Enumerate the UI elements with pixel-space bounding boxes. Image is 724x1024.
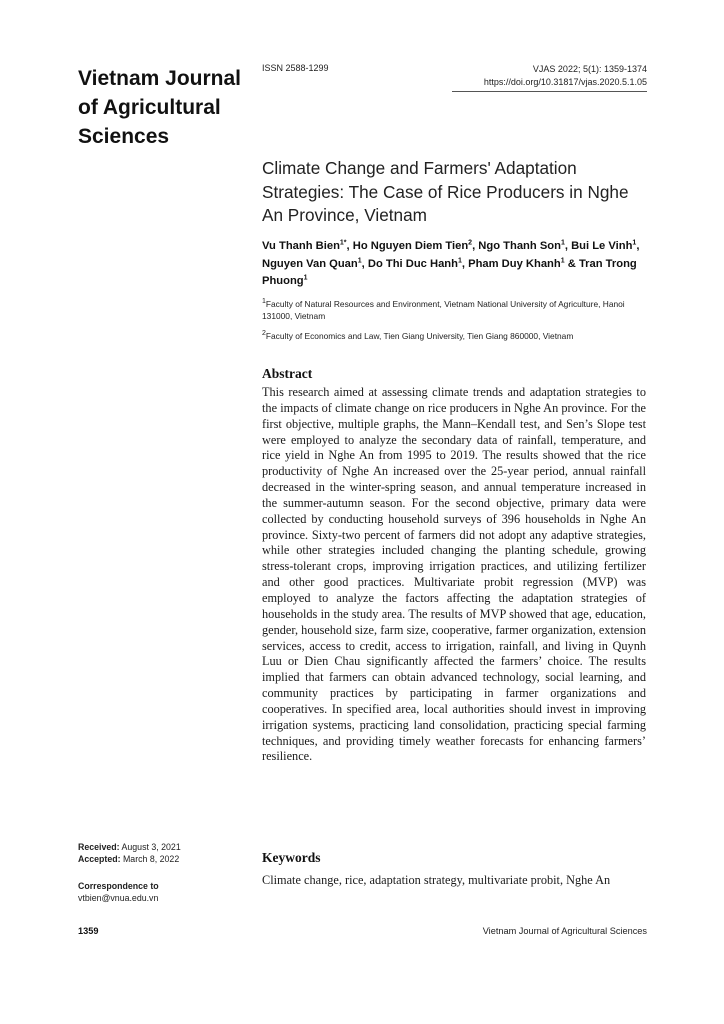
author-sup: 1 (632, 239, 637, 247)
author-sup: 1* (339, 239, 347, 247)
author-name: Tran Trong Phuong (262, 257, 637, 288)
affiliation (262, 330, 652, 342)
author-sup: 1 (303, 274, 308, 282)
author-list: Vu Thanh Bien$^{1*}$, Ho Nguyen Diem Tien$^2$, Ngo Thanh Son$^1$, Bui Le Vinh$^1$, Nguyen Van Quan$^1$, Do Thi Duc Hanh$^1$, Pham Duy Khanh$^1$ & Tran Trong Phuong$^1$ (262, 239, 640, 288)
author-name: Ngo Thanh Son (478, 240, 561, 252)
header-divider (452, 91, 647, 92)
affiliation-sup: 2 (262, 330, 266, 338)
affiliation-text: Faculty of Economics and Law, Tien Giang University, Tien Giang 860000, Vietnam (265, 331, 574, 341)
accepted-label: Accepted: (78, 854, 121, 864)
page-number: 1359 (78, 926, 99, 936)
correspondence-email[interactable]: vtbien@vnua.edu.vn (78, 893, 159, 903)
author-sup: 1 (560, 256, 565, 264)
abstract-text: This research aimed at assessing climate trends and adaptation strategies to the impacts of climate change on rice producers in Nghe An province. For the first objective, multiple graphs, the Mann–Kendall test, and Sen’s Slope test were employed to analyze the secondary data of rainfall, temperature, and rice yield in Nghe An from 1995 to 2019. The results showed that the rice productivity of Nghe An increased over the 25-year period, annual rainfall decreased in the winter-spring season, and annual temperature increased in the summer-autumn season. For the second objective, primary data were collected by conducting household surveys of 396 households in Nghe An province. Sixty-two percent of farmers did not adopt any adaptive strategies, while other strategies included changing the planting schedule, growing stress-tolerant crops, improving irrigation practices, and utilizing fertilizer and other good practices. Multivariate probit regression (MVP) was employed to analyze the factors affecting the adaptation strategies of households in the study area. The results of MVP showed that age, education, gender, household size, farm size, cooperative, farmer organization, extension services, access to credit, access to irrigation, rainfall, and living in Quynh Luu or Dien Chau significantly affected the farmers’ choice. The results implied that farmers can obtain advanced technology, social learning, and community practices by participating in farmer organizations and cooperatives. In specified area, local authorities should invest in improving irrigation systems, practicing land consolidation, practicing special farming techniques, and providing timely weather forecasts for enhancing farmers’ resilience. (262, 385, 646, 764)
correspondence-label: Correspondence to (78, 881, 159, 891)
author-name: Pham Duy Khanh (468, 257, 561, 270)
keywords-heading: Keywords (262, 850, 321, 865)
journal-name: Vietnam Journal of Agricultural Sciences (78, 67, 241, 148)
paper-title: Climate Change and Farmers' Adaptation Strategies: The Case of Rice Producers in Nghe An Province, Vietnam (262, 158, 629, 225)
keywords-text: Climate change, rice, adaptation strategy, multivariate probit, Nghe An (262, 873, 611, 887)
affiliation-text: Faculty of Natural Resources and Environment, Vietnam National University of Agriculture, Hanoi 131000, Vietnam (262, 299, 625, 321)
author-name: Bui Le Vinh (571, 240, 633, 252)
accepted-date (78, 854, 179, 866)
author-name: Vu Thanh Bien (262, 240, 340, 252)
abstract-heading: Abstract (262, 366, 313, 381)
affiliation (262, 298, 652, 322)
author-name: Do Thi Duc Hanh (367, 257, 458, 270)
author-sup: 1 (560, 239, 565, 247)
issn: ISSN 2588-1299 (262, 63, 329, 73)
author-name: Nguyen Van Quan (262, 257, 358, 270)
affiliation-sup: 1 (262, 298, 266, 306)
received-label: Received: (78, 842, 120, 852)
accepted-value: March 8, 2022 (122, 854, 180, 864)
author-name: Ho Nguyen Diem Tien (352, 240, 469, 252)
author-sup: 1 (457, 256, 462, 264)
citation: VJAS 2022; 5(1): 1359-1374 (532, 64, 647, 74)
received-value: August 3, 2021 (121, 842, 181, 852)
doi-link[interactable]: https://doi.org/10.31817/vjas.2020.5.1.05 (483, 77, 647, 87)
footer-journal-name: Vietnam Journal of Agricultural Sciences (482, 926, 647, 936)
author-sup: 1 (357, 256, 362, 264)
received-date (78, 842, 181, 854)
author-sup: 2 (468, 239, 473, 247)
citation-block (484, 63, 647, 89)
